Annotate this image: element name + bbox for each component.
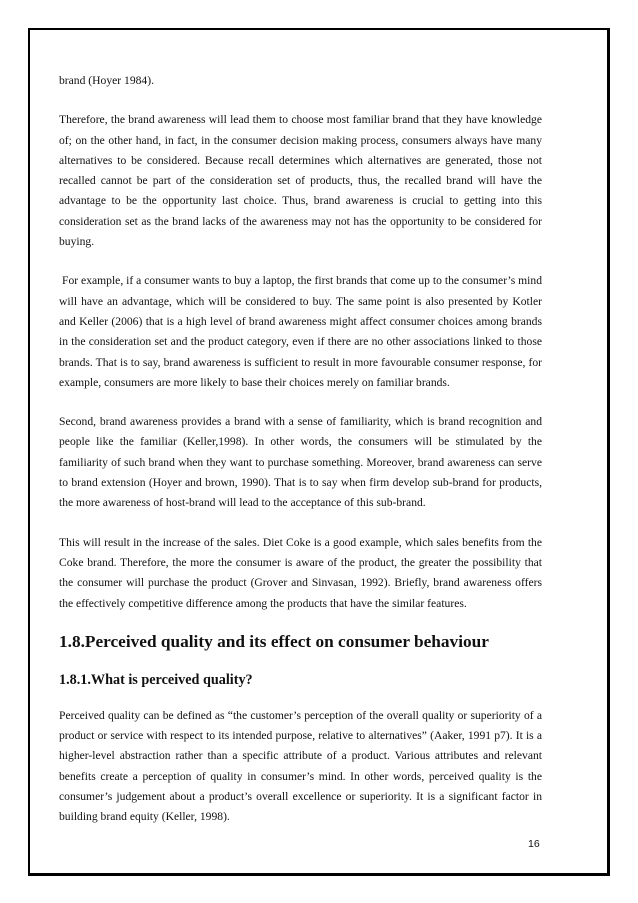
paragraph-sales-increase: This will result in the increase of the sales. Diet Coke is a good example, which sales benefits from the Coke brand. Therefore, the more the consumer is aware of the product, the greater the possibility that the consumer will purchase the product (Grover and Sinvasan, 1992). Briefly, brand awareness offers the effectively competitive difference among the products that have the similar features. [59, 535, 542, 610]
paragraph-perceived-quality-definition: Perceived quality can be defined as “the customer’s perception of the overall quality or superiority of a product or service with respect to its intended purpose, relative to alternatives” (Aaker, 1991 p7). It is a higher-level abstraction rather than a specific attribute of a product. Various attributes and relevant benefits create a perception of quality in consumer’s mind. In other words, perceived quality is the consumer’s judgement about a product’s overall excellence or superiority. It is a significant factor in building brand equity (Keller, 1998). [59, 708, 542, 824]
page-number: 16 [528, 838, 540, 850]
paragraph-continuation: brand (Hoyer 1984). [59, 74, 154, 87]
document-body [59, 71, 542, 828]
paragraph-laptop-example: For example, if a consumer wants to buy a laptop, the first brands that come up to the consumer’s mind will have an advantage, which will be considered to buy. The same point is also presented by Kotler and Keller (2006) that is a high level of brand awareness might affect consumer choices among brands in the consideration set and the product category, even if there are no other associations linked to those brands. That is to say, brand awareness is sufficient to result in more favourable consumer response, for example, consumers are more likely to base their choices merely on familiar brands. [59, 274, 542, 389]
subsection-heading: 1.8.1.What is perceived quality? [59, 671, 253, 688]
section-heading: 1.8.Perceived quality and its effect on consumer behaviour [59, 631, 489, 651]
paragraph-familiarity: Second, brand awareness provides a brand with a sense of familiarity, which is brand recognition and people like the familiar (Keller,1998). In other words, the consumers will be stimulated by the familiarity of such brand when they want to purchase something. Moreover, brand awareness can serve to brand extension (Hoyer and brown, 1990). That is to say when firm develop sub-brand for products, the more awareness of host-brand will lead to the acceptance of this sub-brand. [59, 415, 542, 510]
paragraph-brand-awareness-choice: Therefore, the brand awareness will lead them to choose most familiar brand that they have knowledge of; on the other hand, in fact, in the consumer decision making process, consumers always have many alternatives to be considered. Because recall determines which alternatives are generated, those not recalled cannot be part of the consideration set of products, thus, the recalled brand will have the advantage to be the opportunity last choice. Thus, brand awareness is crucial to getting into this consideration set as the brand lacks of the awareness may not has the opportunity to be considered for buying. [59, 113, 542, 249]
